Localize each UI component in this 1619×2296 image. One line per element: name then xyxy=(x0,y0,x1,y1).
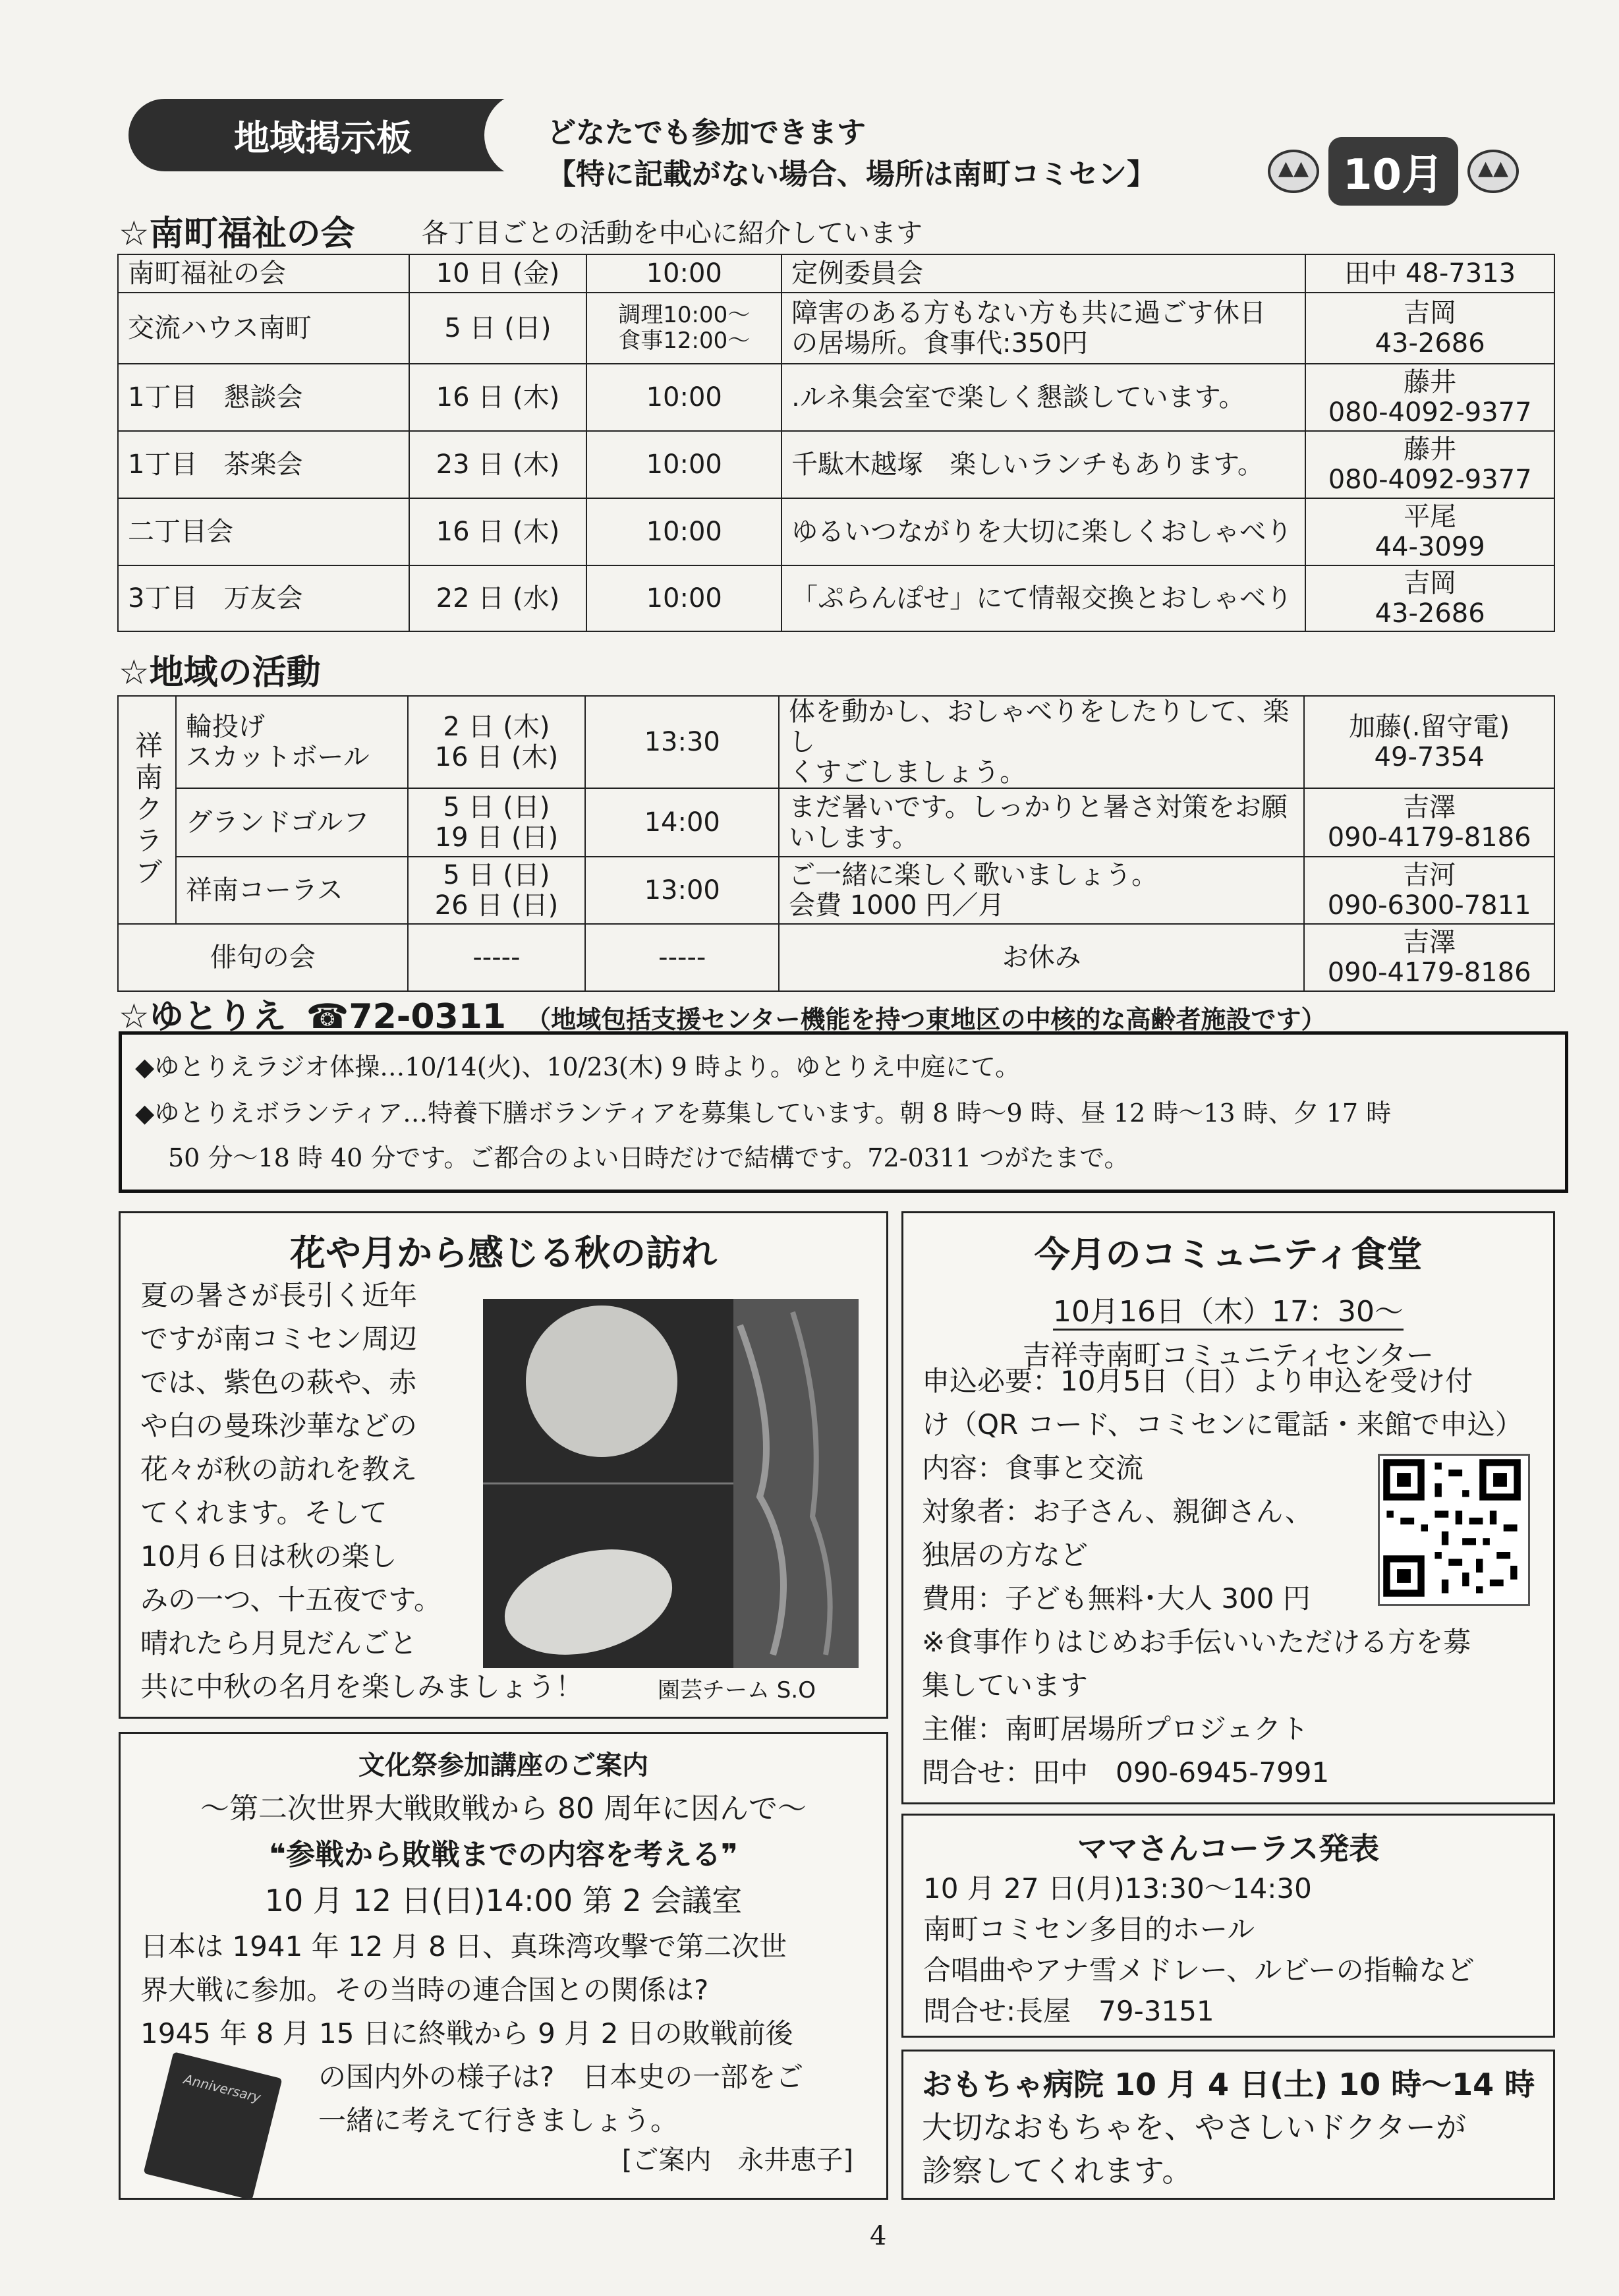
yutorie-phone: ☎72-0311 xyxy=(306,997,507,1037)
text-line: や白の曼珠沙華などの xyxy=(140,1410,418,1442)
qr-code-icon[interactable] xyxy=(1378,1454,1530,1606)
page-number: 4 xyxy=(870,2221,887,2251)
month-badge: 10月 xyxy=(1328,137,1458,206)
table-row xyxy=(118,924,1554,991)
table-row xyxy=(118,293,1554,364)
yutorie-note: （地域包括支援センター機能を持つ東地区の中核的な高齢者施設です） xyxy=(526,1005,1326,1034)
welfare-cell-date: 5 日 (日) xyxy=(409,293,587,364)
cafeteria-box xyxy=(901,1211,1555,1804)
culture-box xyxy=(119,1732,888,2200)
yutorie-item1: ◆ゆとりえラジオ体操…10/14(火)、10/23(木) 9 時より。ゆとりえ中庭にて。 xyxy=(135,1052,1021,1081)
welfare-cell-desc: 障害のある方もない方も共に過ごす休日 の居場所。食事代:350円 xyxy=(781,293,1305,364)
culture-line2: ～第二次世界大戦敗戦から 80 周年に因んで～ xyxy=(200,1792,807,1825)
yutorie-item2b: 50 分～18 時 40 分です。ご都合のよい日時だけで結構です。72-0311 つがたまで。 xyxy=(168,1143,1129,1172)
text-line: 合唱曲やアナ雪メドレー、ルビーの指輪など xyxy=(923,1954,1475,1986)
book-label: Anniversary xyxy=(182,2071,263,2106)
text-line: では、紫色の萩や、赤 xyxy=(140,1366,417,1398)
text-line: 対象者：お子さん、親御さん、 xyxy=(922,1495,1313,1528)
yutorie-title: ☆ゆとりえ xyxy=(119,997,287,1037)
welfare-cell-contact: 藤井 080-4092-9377 xyxy=(1305,364,1554,431)
activity-cell-contact: 吉澤 090-4179-8186 xyxy=(1304,788,1554,857)
welfare-cell-name: 3丁目 万友会 xyxy=(118,565,409,631)
welfare-cell-date: 16 日 (木) xyxy=(409,498,587,565)
text-line: の国内外の様子は? 日本史の一部をご xyxy=(318,2061,804,2093)
welfare-table xyxy=(117,254,1555,632)
welfare-cell-date: 23 日 (木) xyxy=(409,431,587,498)
text-line: 診察してくれます。 xyxy=(922,2153,1193,2189)
text-line: てくれます。そして xyxy=(140,1497,387,1529)
welfare-cell-contact: 吉岡 43-2686 xyxy=(1305,293,1554,364)
welfare-cell-time: 10:00 xyxy=(586,364,781,431)
autumn-signature: 園芸チーム S.O xyxy=(658,1677,816,1704)
welfare-cell-desc: 千駄木越塚 楽しいランチもあります。 xyxy=(781,431,1305,498)
text-line: 晴れたら月見だんごと xyxy=(140,1627,418,1659)
welfare-cell-contact: 藤井 080-4092-9377 xyxy=(1305,431,1554,498)
welfare-cell-date: 16 日 (木) xyxy=(409,364,587,431)
activity-cell-desc: 体を動かし、おしゃべりをしたりして、楽し くすごしましょう。 xyxy=(779,696,1304,788)
cafeteria-datetime-text: 10月16日（木）17：30～ xyxy=(1053,1295,1404,1331)
welfare-cell-name: 1丁目 懇談会 xyxy=(118,364,409,431)
welfare-cell-contact: 平尾 44-3099 xyxy=(1305,498,1554,565)
autumn-text xyxy=(140,1274,441,1665)
autumn-box xyxy=(119,1211,888,1719)
activity-cell-name: 祥南コーラス xyxy=(176,857,408,924)
welfare-cell-date: 10 日 (金) xyxy=(409,254,587,293)
header-line1: どなたでも参加できます xyxy=(547,116,866,150)
text-line: 一緒に考えて行きましょう。 xyxy=(318,2104,679,2137)
table-row xyxy=(118,498,1554,565)
welfare-cell-time: 10:00 xyxy=(586,431,781,498)
activity-cell-name: 輪投げ スカットボール xyxy=(176,696,408,788)
text-line: 1945 年 8 月 15 日に終戦から 9 月 2 日の敗戦前後 xyxy=(140,2017,793,2050)
activity-cell-contact: 加藤(.留守電) 49-7354 xyxy=(1304,696,1554,788)
table-row xyxy=(118,565,1554,631)
text-line: 独居の方など xyxy=(922,1539,1089,1571)
activity-cell-time: 13:00 xyxy=(585,857,779,924)
activity-cell-time: ----- xyxy=(585,924,779,991)
header-line2: 【特に記載がない場合、場所は南町コミセン】 xyxy=(547,158,1156,191)
text-line: 大切なおもちゃを、やさしいドクターが xyxy=(922,2109,1467,2145)
text-line: 界大戦に参加。その当時の連合国との関係は? xyxy=(140,1974,709,2006)
text-line: 日本は 1941 年 12 月 8 日、真珠湾攻撃で第二次世 xyxy=(140,1930,787,1963)
welfare-cell-desc: .ルネ集会室で楽しく懇談しています。 xyxy=(781,364,1305,431)
activity-cell-contact: 吉澤 090-4179-8186 xyxy=(1304,924,1554,991)
month-badge-row xyxy=(1259,135,1528,208)
activity-cell-time: 14:00 xyxy=(585,788,779,857)
text-line: みの一つ、十五夜です。 xyxy=(140,1584,441,1616)
text-line: 夏の暑さが長引く近年 xyxy=(140,1279,418,1311)
club-label: 祥南クラブ xyxy=(118,696,176,924)
welfare-cell-time: 調理10:00～ 食事12:00～ xyxy=(586,293,781,364)
text-line: 問合せ：田中 090-6945-7991 xyxy=(922,1756,1330,1789)
welfare-cell-name: 1丁目 茶楽会 xyxy=(118,431,409,498)
book-icon xyxy=(144,2052,283,2200)
culture-line4: 10 月 12 日(日)14:00 第 2 会議室 xyxy=(264,1883,743,1918)
welfare-cell-desc: 定例委員会 xyxy=(781,254,1305,293)
text-line: 南町コミセン多目的ホール xyxy=(923,1913,1255,1945)
activity-cell-contact: 吉河 090-6300-7811 xyxy=(1304,857,1554,924)
welfare-cell-desc: ゆるいつながりを大切に楽しくおしゃべり xyxy=(781,498,1305,565)
cafeteria-title: 今月のコミュニティ食堂 xyxy=(1034,1234,1423,1275)
chorus-title: ママさんコーラス発表 xyxy=(1077,1831,1380,1866)
toy-title: おもちゃ病院 10 月 4 日(土) 10 時～14 時 xyxy=(922,2067,1535,2102)
text-line: 集しています xyxy=(922,1669,1089,1702)
activity-cell-date: 5 日 (日) 26 日 (日) xyxy=(408,857,586,924)
yutorie-item2a: ◆ゆとりえボランティア…特養下膳ボランティアを募集しています。朝 8 時～9 時、昼 12 時～13 時、夕 17 時 xyxy=(135,1099,1392,1128)
text-line: 費用：子ども無料･大人 300 円 xyxy=(922,1582,1311,1615)
welfare-cell-name: 南町福祉の会 xyxy=(118,254,409,293)
activity-cell-time: 13:30 xyxy=(585,696,779,788)
culture-text xyxy=(140,1925,793,2055)
text-line: 主催：南町居場所プロジェクト xyxy=(922,1713,1309,1745)
welfare-cell-contact: 吉岡 43-2686 xyxy=(1305,565,1554,631)
activity-cell-desc: お休み xyxy=(779,924,1304,991)
toy-box xyxy=(901,2050,1555,2200)
table-row xyxy=(118,431,1554,498)
text-line: 花々が秋の訪れを教え xyxy=(140,1453,418,1485)
text-line: ですが南コミセン周辺 xyxy=(140,1323,418,1355)
welfare-cell-time: 10:00 xyxy=(586,565,781,631)
chorus-text xyxy=(923,1868,1475,2032)
table-row xyxy=(118,788,1554,857)
welfare-cell-name: 二丁目会 xyxy=(118,498,409,565)
welfare-cell-time: 10:00 xyxy=(586,498,781,565)
activities-title: ☆地域の活動 xyxy=(119,653,321,693)
table-row xyxy=(118,364,1554,431)
culture-signature: [ご案内 永井恵子] xyxy=(621,2145,853,2175)
yutorie-box xyxy=(119,1031,1568,1193)
welfare-cell-desc: 「ぷらんぽせ」にて情報交換とおしゃべり xyxy=(781,565,1305,631)
activity-cell-date: 2 日 (木) 16 日 (木) xyxy=(408,696,586,788)
welfare-subtitle: 各丁目ごとの活動を中心に紹介しています xyxy=(422,218,923,248)
yutorie-heading xyxy=(119,989,1326,1038)
table-row xyxy=(118,254,1554,293)
moon-flower-photo xyxy=(483,1299,859,1668)
activity-cell-date: ----- xyxy=(408,924,586,991)
activity-cell-desc: ご一緒に楽しく歌いましょう。 会費 1000 円／月 xyxy=(779,857,1304,924)
cafeteria-place: 吉祥寺南町コミュニティセンター xyxy=(1022,1339,1434,1371)
text-line: 10 月 27 日(月)13:30～14:30 xyxy=(923,1872,1312,1905)
text-line: 申込必要：10月5日（日）より申込を受け付 xyxy=(922,1365,1473,1397)
welfare-title: ☆南町福祉の会 xyxy=(119,214,355,254)
cafeteria-datetime xyxy=(903,1288,1553,1330)
culture-line3: ❝参戦から敗戦までの内容を考える❞ xyxy=(269,1838,738,1872)
toy-text xyxy=(922,2106,1466,2193)
table-row xyxy=(118,857,1554,924)
welfare-cell-name: 交流ハウス南町 xyxy=(118,293,409,364)
autumn-last-line: 共に中秋の名月を楽しみましょう！ xyxy=(140,1671,584,1703)
text-line: ※食事作りはじめお手伝いいただける方を募 xyxy=(922,1626,1471,1658)
activity-cell-desc: まだ暑いです。しっかりと暑さ対策をお願 いします。 xyxy=(779,788,1304,857)
activities-table xyxy=(117,695,1555,992)
welfare-cell-date: 22 日 (水) xyxy=(409,565,587,631)
jack-o-lantern-icon: ▲▲ xyxy=(1467,150,1519,193)
text-line: 問合せ:長屋 79-3151 xyxy=(923,1995,1214,2027)
table-row xyxy=(118,696,1554,788)
jack-o-lantern-icon: ▲▲ xyxy=(1268,150,1319,193)
pill-label: 地域掲示板 xyxy=(234,117,412,159)
activity-cell-name: グランドゴルフ xyxy=(176,788,408,857)
activity-cell-date: 5 日 (日) 19 日 (日) xyxy=(408,788,586,857)
welfare-cell-contact: 田中 48-7313 xyxy=(1305,254,1554,293)
text-line: 内容：食事と交流 xyxy=(922,1452,1144,1484)
culture-line1: 文化祭参加講座のご案内 xyxy=(358,1750,648,1781)
culture-text-indent xyxy=(318,2055,803,2142)
text-line: 10月６日は秋の楽し xyxy=(140,1540,397,1572)
autumn-title: 花や月から感じる秋の訪れ xyxy=(290,1232,717,1274)
text-line: け（QR コード、コミセンに電話・来館で申込） xyxy=(922,1408,1523,1441)
chorus-box xyxy=(901,1814,1555,2038)
activity-cell-name: 俳句の会 xyxy=(118,924,408,991)
welfare-cell-time: 10:00 xyxy=(586,254,781,293)
